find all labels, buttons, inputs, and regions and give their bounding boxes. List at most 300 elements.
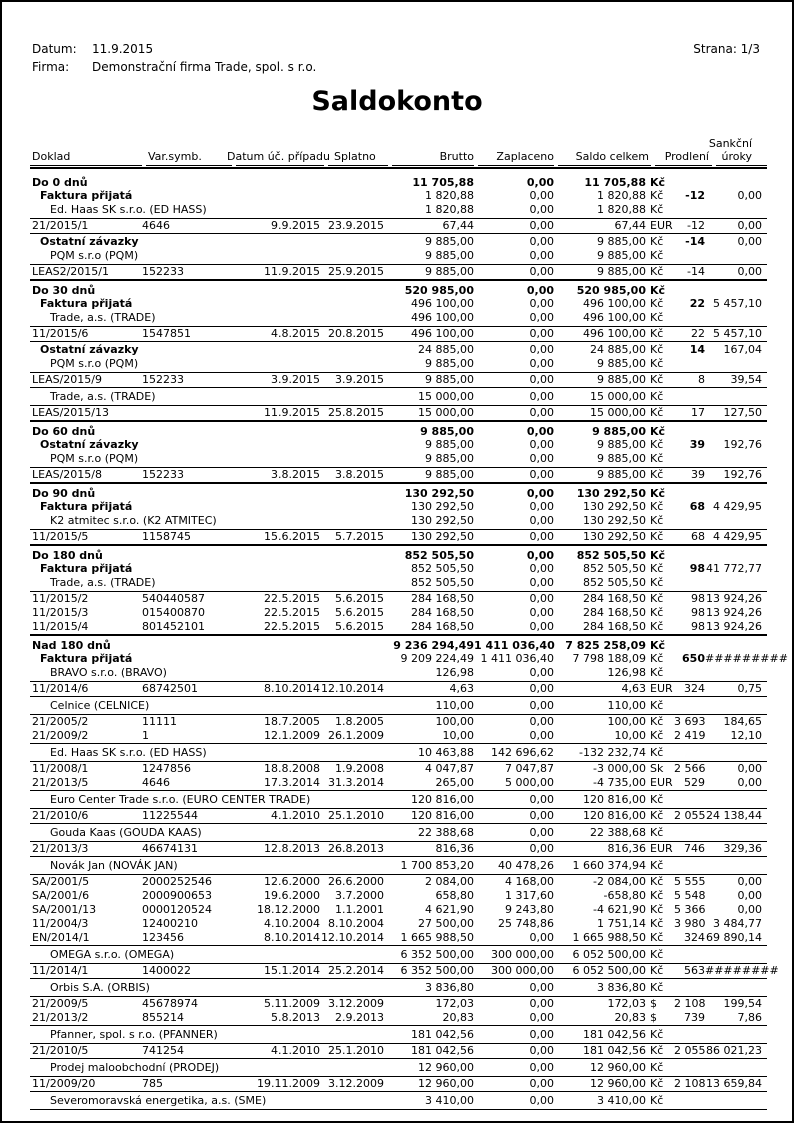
cell-brutto: 130 292,50 xyxy=(411,530,474,543)
cell-saldo: 3 836,80 xyxy=(597,981,646,994)
cell-doklad: 21/2013/5 xyxy=(32,776,89,789)
cell-cur: Kč xyxy=(650,746,664,759)
cell-doklad: Ed. Haas SK s.r.o. (ED HASS) xyxy=(50,203,207,216)
partner-row xyxy=(30,452,767,467)
cell-zaplaceno: 0,00 xyxy=(529,452,554,465)
table-header xyxy=(2,138,794,174)
cell-saldo: 20,83 xyxy=(614,1011,646,1024)
cell-varsymb: 540440587 xyxy=(142,592,205,605)
doc-row xyxy=(30,219,767,233)
doc-row xyxy=(30,682,767,696)
cell-saldo: 852 505,50 xyxy=(583,562,646,575)
cell-prodleni: 650 xyxy=(682,652,705,665)
column-header-splatno: Splatno xyxy=(334,150,376,163)
cell-sankcni: 127,50 xyxy=(723,406,762,419)
doc-row xyxy=(30,327,767,341)
cell-zaplaceno: 0,00 xyxy=(529,592,554,605)
cell-doklad: Gouda Kaas (GOUDA KAAS) xyxy=(50,826,202,839)
cell-brutto: 852 505,50 xyxy=(411,576,474,589)
cell-varsymb: 0000120524 xyxy=(142,903,212,916)
cell-varsymb: 12400210 xyxy=(142,917,198,930)
cell-prodleni: 739 xyxy=(684,1011,705,1024)
cell-zaplaceno: 0,00 xyxy=(529,729,554,742)
cell-doklad: Ed. Haas SK s.r.o. (ED HASS) xyxy=(50,746,207,759)
cell-zaplaceno: 0,00 xyxy=(526,549,554,562)
doc-row xyxy=(30,606,767,620)
cell-prodleni: 22 xyxy=(689,297,705,310)
partner-row xyxy=(30,699,767,714)
partner-row xyxy=(30,948,767,963)
cell-cur: EUR xyxy=(650,842,673,855)
column-header-sankcni: Sankční xyxy=(708,137,752,150)
partner-row xyxy=(30,249,767,264)
doc-row xyxy=(30,592,767,606)
cell-zaplaceno: 0,00 xyxy=(529,699,554,712)
cell-saldo: 120 816,00 xyxy=(583,793,646,806)
cell-varsymb: 801452101 xyxy=(142,620,205,633)
cell-brutto: 1 820,88 xyxy=(425,203,474,216)
cell-brutto: 6 352 500,00 xyxy=(400,964,474,977)
cell-saldo: 172,03 xyxy=(607,997,646,1010)
cell-doklad: Celnice (CELNICE) xyxy=(50,699,150,712)
row-separator-line xyxy=(30,1109,767,1110)
cell-saldo: -3 000,00 xyxy=(593,762,646,775)
group-row xyxy=(30,485,767,501)
header-underline xyxy=(392,165,474,166)
cell-saldo: 130 292,50 xyxy=(583,530,646,543)
cell-doklad: Prodej maloobchodní (PRODEJ) xyxy=(50,1061,220,1074)
cell-splatno: 5.6.2015 xyxy=(335,592,384,605)
cell-zaplaceno: 0,00 xyxy=(529,576,554,589)
group-separator-line xyxy=(30,420,767,422)
cell-zaplaceno: 0,00 xyxy=(529,357,554,370)
cell-doklad: 21/2013/2 xyxy=(32,1011,89,1024)
cell-brutto: 852 505,50 xyxy=(411,562,474,575)
cell-doklad: Do 180 dnů xyxy=(32,549,103,562)
cell-brutto: 852 505,50 xyxy=(404,549,474,562)
cell-saldo: 11 705,88 xyxy=(584,176,646,189)
cell-sankcni: 0,00 xyxy=(737,235,762,248)
saldo-table-body xyxy=(30,174,788,1110)
cell-brutto: 4 621,90 xyxy=(425,903,474,916)
cell-saldo: 9 885,00 xyxy=(597,438,646,451)
cell-zaplaceno: 0,00 xyxy=(529,562,554,575)
cell-doklad: K2 atmitec s.r.o. (K2 ATMITEC) xyxy=(50,514,217,527)
cell-zaplaceno: 0,00 xyxy=(529,1061,554,1074)
cell-prodleni: 68 xyxy=(689,500,705,513)
cell-brutto: 24 885,00 xyxy=(418,343,474,356)
header-underline xyxy=(716,165,767,166)
cell-doklad: PQM s.r.o (PQM) xyxy=(50,357,139,370)
cell-doklad: 21/2010/6 xyxy=(32,809,89,822)
cell-saldo: 496 100,00 xyxy=(583,327,646,340)
cell-cur: EUR xyxy=(650,219,673,232)
cell-brutto: 3 836,80 xyxy=(425,981,474,994)
cell-splatno: 1.8.2005 xyxy=(335,715,384,728)
cell-datum: 5.11.2009 xyxy=(264,997,320,1010)
cell-doklad: Trade, a.s. (TRADE) xyxy=(50,311,156,324)
cell-sankcni: 192,76 xyxy=(723,438,762,451)
cell-sankcni: 0,00 xyxy=(737,875,762,888)
cell-doklad: 21/2009/2 xyxy=(32,729,89,742)
cell-prodleni: -12 xyxy=(687,219,705,232)
cell-saldo: 284 168,50 xyxy=(583,606,646,619)
cell-doklad: LEAS/2015/9 xyxy=(32,373,102,386)
cell-cur: Kč xyxy=(650,425,666,438)
type-row xyxy=(30,298,767,311)
cell-splatno: 1.1.2001 xyxy=(335,903,384,916)
cell-prodleni: 5 366 xyxy=(674,903,706,916)
cell-prodleni: -12 xyxy=(685,189,705,202)
cell-cur: Kč xyxy=(650,189,664,202)
cell-zaplaceno: 0,00 xyxy=(529,438,554,451)
cell-zaplaceno: 0,00 xyxy=(529,666,554,679)
doc-row xyxy=(30,265,767,279)
cell-saldo: 1 820,88 xyxy=(597,189,646,202)
column-header-prodleni: Prodlení xyxy=(664,150,709,163)
cell-zaplaceno: 0,00 xyxy=(529,826,554,839)
cell-cur: Sk xyxy=(650,762,664,775)
cell-sankcni: ######### xyxy=(705,652,788,665)
cell-splatno: 5.6.2015 xyxy=(335,606,384,619)
cell-varsymb: 152233 xyxy=(142,265,184,278)
cell-brutto: 9 885,00 xyxy=(425,235,474,248)
cell-varsymb: 11111 xyxy=(142,715,177,728)
cell-cur: Kč xyxy=(650,176,666,189)
group-separator-line xyxy=(30,634,767,636)
cell-doklad: Novák Jan (NOVÁK JAN) xyxy=(50,859,178,872)
doc-row xyxy=(30,530,767,544)
cell-zaplaceno: 0,00 xyxy=(529,189,554,202)
cell-saldo: 10,00 xyxy=(614,729,646,742)
cell-zaplaceno: 0,00 xyxy=(529,931,554,944)
cell-cur: EUR xyxy=(650,682,673,695)
cell-splatno: 2.9.2013 xyxy=(335,1011,384,1024)
cell-brutto: 9 885,00 xyxy=(425,452,474,465)
cell-cur: Kč xyxy=(650,1077,664,1090)
cell-cur: Kč xyxy=(650,793,664,806)
doc-row xyxy=(30,762,767,776)
cell-zaplaceno: 1 411 036,40 xyxy=(474,639,555,652)
group-row xyxy=(30,282,767,298)
header-underline xyxy=(236,165,324,166)
cell-doklad: 21/2010/5 xyxy=(32,1044,89,1057)
cell-prodleni: 68 xyxy=(691,530,705,543)
cell-brutto: 130 292,50 xyxy=(411,514,474,527)
doc-row xyxy=(30,842,767,856)
cell-sankcni: 5 457,10 xyxy=(713,327,762,340)
cell-zaplaceno: 4 168,00 xyxy=(505,875,554,888)
cell-cur: Kč xyxy=(650,931,664,944)
cell-varsymb: 45678974 xyxy=(142,997,198,1010)
header-underline xyxy=(328,165,388,166)
cell-cur: $ xyxy=(650,1011,657,1024)
cell-sankcni: 184,65 xyxy=(723,715,762,728)
cell-cur: Kč xyxy=(650,549,666,562)
cell-doklad: 11/2009/20 xyxy=(32,1077,96,1090)
cell-doklad: 21/2009/5 xyxy=(32,997,89,1010)
partner-row xyxy=(30,203,767,218)
doc-row xyxy=(30,809,767,823)
cell-sankcni: 0,00 xyxy=(737,219,762,232)
cell-brutto: 12 960,00 xyxy=(418,1077,474,1090)
cell-doklad: Do 90 dnů xyxy=(32,487,96,500)
group-row xyxy=(30,423,767,439)
cell-brutto: 9 885,00 xyxy=(425,468,474,481)
cell-brutto: 9 885,00 xyxy=(425,249,474,262)
firm-value: Demonstrační firma Trade, spol. s r.o. xyxy=(92,60,317,74)
doc-row xyxy=(30,776,767,790)
cell-sankcni: 329,36 xyxy=(723,842,762,855)
cell-cur: Kč xyxy=(650,284,666,297)
cell-saldo: 520 985,00 xyxy=(576,284,646,297)
cell-doklad: Do 60 dnů xyxy=(32,425,96,438)
cell-zaplaceno: 7 047,87 xyxy=(505,762,554,775)
doc-row xyxy=(30,903,767,917)
cell-saldo: 7 798 188,09 xyxy=(572,652,646,665)
column-header-saldo: Saldo celkem xyxy=(575,150,649,163)
cell-prodleni: 2 108 xyxy=(674,997,706,1010)
cell-varsymb: 4646 xyxy=(142,219,170,232)
cell-zaplaceno: 0,00 xyxy=(529,297,554,310)
cell-sankcni: 3 484,77 xyxy=(713,917,762,930)
cell-splatno: 31.3.2014 xyxy=(328,776,384,789)
cell-saldo: 9 885,00 xyxy=(597,235,646,248)
cell-cur: Kč xyxy=(650,859,664,872)
cell-datum: 19.11.2009 xyxy=(257,1077,320,1090)
cell-saldo: 12 960,00 xyxy=(590,1077,646,1090)
type-row xyxy=(30,439,767,452)
cell-splatno: 5.7.2015 xyxy=(335,530,384,543)
cell-sankcni: 0,75 xyxy=(737,682,762,695)
header-underline xyxy=(478,165,554,166)
cell-sankcni: 0,00 xyxy=(737,762,762,775)
cell-sankcni: ######## xyxy=(705,964,779,977)
cell-sankcni: 0,00 xyxy=(737,776,762,789)
cell-sankcni: 0,00 xyxy=(737,265,762,278)
cell-cur: Kč xyxy=(650,652,664,665)
cell-datum: 9.9.2015 xyxy=(271,219,320,232)
cell-saldo: 9 885,00 xyxy=(597,373,646,386)
cell-zaplaceno: 300 000,00 xyxy=(491,964,554,977)
partner-row xyxy=(30,1028,767,1043)
cell-sankcni: 24 138,44 xyxy=(706,809,762,822)
cell-cur: Kč xyxy=(650,1028,664,1041)
cell-sankcni: 41 772,77 xyxy=(706,562,762,575)
cell-cur: Kč xyxy=(650,562,664,575)
partner-row xyxy=(30,666,767,681)
cell-brutto: 1 700 853,20 xyxy=(400,859,474,872)
cell-splatno: 25.1.2010 xyxy=(328,1044,384,1057)
cell-doklad: PQM s.r.o (PQM) xyxy=(50,249,139,262)
cell-sankcni: 13 924,26 xyxy=(706,592,762,605)
cell-saldo: 6 052 500,00 xyxy=(572,948,646,961)
cell-prodleni: 324 xyxy=(684,682,705,695)
cell-brutto: 181 042,56 xyxy=(411,1028,474,1041)
cell-sankcni: 0,00 xyxy=(737,889,762,902)
cell-varsymb: 152233 xyxy=(142,373,184,386)
cell-varsymb: 1247856 xyxy=(142,762,191,775)
cell-splatno: 12.10.2014 xyxy=(321,682,384,695)
cell-zaplaceno: 0,00 xyxy=(529,311,554,324)
cell-doklad: Faktura přijatá xyxy=(40,652,133,665)
cell-zaplaceno: 0,00 xyxy=(529,997,554,1010)
cell-zaplaceno: 0,00 xyxy=(529,1077,554,1090)
doc-row xyxy=(30,1044,767,1058)
cell-zaplaceno: 0,00 xyxy=(526,284,554,297)
cell-saldo: 284 168,50 xyxy=(583,592,646,605)
cell-brutto: 6 352 500,00 xyxy=(400,948,474,961)
cell-zaplaceno: 0,00 xyxy=(526,425,554,438)
cell-cur: Kč xyxy=(650,699,664,712)
group-row xyxy=(30,174,767,190)
cell-doklad: Do 30 dnů xyxy=(32,284,96,297)
cell-datum: 5.8.2013 xyxy=(271,1011,320,1024)
cell-brutto: 181 042,56 xyxy=(411,1044,474,1057)
cell-varsymb: 11225544 xyxy=(142,809,198,822)
cell-sankcni: 13 924,26 xyxy=(706,606,762,619)
cell-varsymb: 1 xyxy=(142,729,149,742)
header-underline xyxy=(558,165,651,166)
cell-zaplaceno: 0,00 xyxy=(529,981,554,994)
cell-doklad: Do 0 dnů xyxy=(32,176,88,189)
cell-cur: Kč xyxy=(650,606,664,619)
column-header-uroky: úroky xyxy=(721,150,752,163)
cell-zaplaceno: 0,00 xyxy=(529,606,554,619)
cell-brutto: 1 665 988,50 xyxy=(400,931,474,944)
cell-doklad: Faktura přijatá xyxy=(40,297,133,310)
cell-brutto: 9 885,00 xyxy=(420,425,474,438)
cell-saldo: 181 042,56 xyxy=(583,1044,646,1057)
cell-doklad: 11/2014/6 xyxy=(32,682,89,695)
cell-datum: 15.1.2014 xyxy=(264,964,320,977)
cell-brutto: 496 100,00 xyxy=(411,311,474,324)
cell-cur: Kč xyxy=(650,1061,664,1074)
cell-saldo: 7 825 258,09 xyxy=(565,639,646,652)
doc-row xyxy=(30,1011,767,1025)
cell-cur: Kč xyxy=(650,438,664,451)
cell-brutto: 120 816,00 xyxy=(411,809,474,822)
cell-zaplaceno: 0,00 xyxy=(529,514,554,527)
cell-doklad: 21/2015/1 xyxy=(32,219,89,232)
doc-row xyxy=(30,931,767,945)
cell-datum: 11.9.2015 xyxy=(264,265,320,278)
cell-zaplaceno: 0,00 xyxy=(529,1011,554,1024)
cell-cur: Kč xyxy=(650,406,664,419)
cell-zaplaceno: 0,00 xyxy=(529,809,554,822)
partner-row xyxy=(30,357,767,372)
cell-zaplaceno: 0,00 xyxy=(529,715,554,728)
cell-saldo: 9 885,00 xyxy=(592,425,646,438)
partner-row xyxy=(30,826,767,841)
cell-saldo: 9 885,00 xyxy=(597,265,646,278)
cell-doklad: Ostatní závazky xyxy=(40,235,139,248)
cell-prodleni: 2 055 xyxy=(674,1044,706,1057)
cell-sankcni: 13 924,26 xyxy=(706,620,762,633)
cell-brutto: 15 000,00 xyxy=(418,406,474,419)
cell-brutto: 265,00 xyxy=(435,776,474,789)
cell-doklad: EN/2014/1 xyxy=(32,931,90,944)
cell-prodleni: 3 980 xyxy=(674,917,706,930)
cell-prodleni: 2 055 xyxy=(674,809,706,822)
cell-sankcni: 39,54 xyxy=(730,373,762,386)
cell-varsymb: 68742501 xyxy=(142,682,198,695)
type-row xyxy=(30,236,767,249)
column-header-datum: Datum úč. případu xyxy=(227,150,330,163)
cell-saldo: -4 621,90 xyxy=(593,903,646,916)
cell-zaplaceno: 142 696,62 xyxy=(491,746,554,759)
cell-zaplaceno: 1 317,60 xyxy=(505,889,554,902)
cell-zaplaceno: 0,00 xyxy=(529,406,554,419)
cell-zaplaceno: 0,00 xyxy=(529,530,554,543)
cell-saldo: 126,98 xyxy=(607,666,646,679)
cell-cur: Kč xyxy=(650,964,664,977)
cell-zaplaceno: 0,00 xyxy=(529,390,554,403)
cell-saldo: 284 168,50 xyxy=(583,620,646,633)
cell-splatno: 26.8.2013 xyxy=(328,842,384,855)
cell-cur: Kč xyxy=(650,1044,664,1057)
cell-prodleni: 98 xyxy=(691,592,705,605)
cell-prodleni: 2 566 xyxy=(674,762,706,775)
column-header-zaplaceno: Zaplaceno xyxy=(496,150,554,163)
cell-splatno: 3.12.2009 xyxy=(328,997,384,1010)
cell-brutto: 10 463,88 xyxy=(418,746,474,759)
cell-prodleni: 2 108 xyxy=(674,1077,706,1090)
cell-datum: 11.9.2015 xyxy=(264,406,320,419)
doc-row xyxy=(30,406,767,420)
cell-doklad: Trade, a.s. (TRADE) xyxy=(50,576,156,589)
cell-brutto: 100,00 xyxy=(435,715,474,728)
cell-saldo: 67,44 xyxy=(614,219,646,232)
cell-brutto: 120 816,00 xyxy=(411,793,474,806)
firm-label: Firma: xyxy=(32,60,70,74)
cell-cur: Kč xyxy=(650,297,664,310)
cell-zaplaceno: 9 243,80 xyxy=(505,903,554,916)
partner-row xyxy=(30,859,767,874)
cell-cur: Kč xyxy=(650,809,664,822)
cell-saldo: 4,63 xyxy=(621,682,646,695)
cell-saldo: 1 660 374,94 xyxy=(572,859,646,872)
cell-brutto: 126,98 xyxy=(435,666,474,679)
cell-saldo: 816,36 xyxy=(607,842,646,855)
cell-cur: Kč xyxy=(650,592,664,605)
cell-datum: 12.1.2009 xyxy=(264,729,320,742)
header-underline xyxy=(655,165,712,166)
partner-row xyxy=(30,576,767,591)
cell-datum: 4.1.2010 xyxy=(271,1044,320,1057)
cell-saldo: 120 816,00 xyxy=(583,809,646,822)
cell-doklad: Euro Center Trade s.r.o. (EURO CENTER TRADE) xyxy=(50,793,311,806)
cell-doklad: LEAS/2015/8 xyxy=(32,468,102,481)
cell-doklad: Ostatní závazky xyxy=(40,438,139,451)
cell-cur: Kč xyxy=(650,903,664,916)
cell-zaplaceno: 0,00 xyxy=(529,842,554,855)
cell-brutto: 22 388,68 xyxy=(418,826,474,839)
cell-doklad: Faktura přijatá xyxy=(40,562,133,575)
cell-prodleni: -14 xyxy=(685,235,705,248)
header-underline xyxy=(146,165,232,166)
cell-saldo: 1 820,88 xyxy=(597,203,646,216)
cell-splatno: 5.6.2015 xyxy=(335,620,384,633)
cell-saldo: 15 000,00 xyxy=(590,406,646,419)
cell-cur: Kč xyxy=(650,500,664,513)
cell-cur: Kč xyxy=(650,311,664,324)
cell-saldo: 1 665 988,50 xyxy=(572,931,646,944)
cell-doklad: LEAS/2015/13 xyxy=(32,406,109,419)
cell-prodleni: 98 xyxy=(691,606,705,619)
cell-sankcni: 86 021,23 xyxy=(706,1044,762,1057)
cell-brutto: 496 100,00 xyxy=(411,297,474,310)
